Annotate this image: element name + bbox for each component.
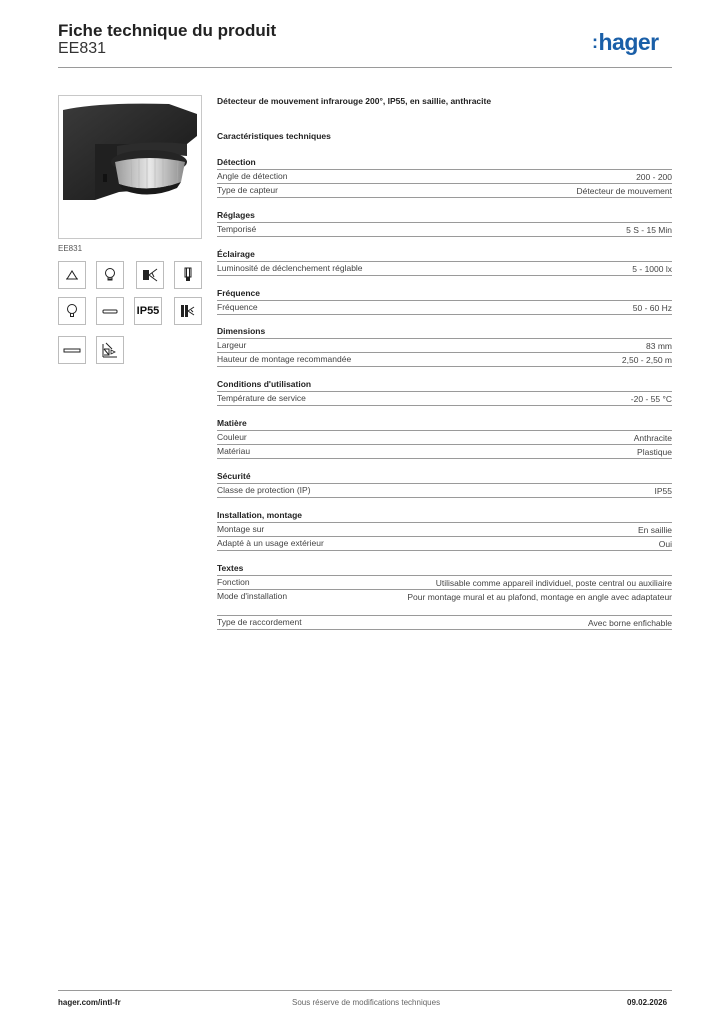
- section-title: Réglages: [217, 210, 255, 220]
- footer-disclaimer: Sous réserve de modifications techniques: [292, 998, 441, 1007]
- section-title: Dimensions: [217, 326, 266, 336]
- logo-dots-icon: :: [592, 32, 598, 52]
- row-divider: [217, 444, 672, 445]
- row-divider: [217, 483, 672, 484]
- section-title: Installation, montage: [217, 510, 303, 520]
- spec-label: Type de raccordement: [217, 617, 302, 627]
- row-divider: [217, 391, 672, 392]
- row-divider: [217, 300, 672, 301]
- spec-row: [217, 538, 672, 550]
- section-title: Textes: [217, 563, 244, 573]
- spec-label: Largeur: [217, 340, 247, 350]
- row-divider: [217, 338, 672, 339]
- spec-label: Couleur: [217, 432, 247, 442]
- photo-caption: EE831: [58, 244, 83, 253]
- spec-value: Détecteur de mouvement: [576, 186, 672, 196]
- row-divider: [217, 629, 672, 630]
- row-divider: [217, 458, 672, 459]
- spec-row: [217, 591, 672, 603]
- spec-row: [217, 524, 672, 536]
- spec-value: Plastique: [637, 447, 672, 457]
- ip55-icon: [134, 297, 162, 325]
- spec-label: Mode d'installation: [217, 591, 288, 601]
- tube-light-icon: [58, 336, 86, 364]
- footer-divider: [58, 990, 672, 991]
- spec-value: Anthracite: [633, 433, 672, 443]
- spec-row: [217, 302, 672, 314]
- spec-row: [217, 617, 672, 629]
- spec-label: Température de service: [217, 393, 306, 403]
- spec-value: Oui: [658, 539, 672, 549]
- brand-name: hager: [598, 29, 659, 55]
- ceiling-mount-icon: [58, 261, 86, 289]
- row-divider: [217, 589, 672, 590]
- footer-website-link[interactable]: hager.com/intl-fr: [58, 998, 121, 1007]
- spec-value: Pour montage mural et au plafond, montage en angle avec adaptateur: [407, 592, 672, 602]
- brand-logo: [592, 29, 659, 56]
- row-divider: [217, 275, 672, 276]
- row-divider: [217, 169, 672, 170]
- spec-row: [217, 224, 672, 236]
- spec-row: [217, 432, 672, 444]
- spec-row: [217, 340, 672, 352]
- spec-label: Luminosité de déclenchement réglable: [217, 263, 363, 273]
- spec-label: Hauteur de montage recommandée: [217, 354, 352, 364]
- row-divider: [217, 183, 672, 184]
- spec-value: 200 - 200: [636, 172, 672, 182]
- motion-detector-image: [59, 96, 201, 238]
- spec-row: [217, 185, 672, 197]
- wall-sensor-icon: [96, 336, 124, 364]
- row-divider: [217, 236, 672, 237]
- section-title: Conditions d'utilisation: [217, 379, 312, 389]
- row-divider: [217, 497, 672, 498]
- section-title: Sécurité: [217, 471, 251, 481]
- spec-value: 5 S - 15 Min: [626, 225, 672, 235]
- page-title: Fiche technique du produit: [58, 21, 277, 40]
- spec-label: Temporisé: [217, 224, 257, 234]
- spec-value: 5 - 1000 lx: [632, 264, 672, 274]
- section-title: Éclairage: [217, 249, 255, 259]
- spec-value: Avec borne enfichable: [588, 618, 672, 628]
- spec-label: Matériau: [217, 446, 251, 456]
- spec-value: -20 - 55 °C: [630, 394, 672, 404]
- row-divider: [217, 366, 672, 367]
- spec-label: Adapté à un usage extérieur: [217, 538, 324, 548]
- bulb-icon: [58, 297, 86, 325]
- bulb-icon: [174, 261, 202, 289]
- row-divider: [217, 197, 672, 198]
- row-divider: [217, 522, 672, 523]
- row-divider: [217, 352, 672, 353]
- tube-light-icon: [96, 297, 124, 325]
- spec-value: 2,50 - 2,50 m: [621, 355, 672, 365]
- spec-label: Classe de protection (IP): [217, 485, 311, 495]
- spec-row: [217, 577, 672, 589]
- row-divider: [217, 575, 672, 576]
- row-divider: [217, 615, 672, 616]
- footer-date: 09.02.2026: [627, 998, 668, 1007]
- spec-row: [217, 485, 672, 497]
- spec-label: Fonction: [217, 577, 250, 587]
- row-divider: [217, 222, 672, 223]
- spec-row: [217, 171, 672, 183]
- spec-label: Fréquence: [217, 302, 258, 312]
- spec-value: Utilisable comme appareil individuel, poste central ou auxiliaire: [435, 578, 672, 588]
- header-divider: [58, 67, 672, 68]
- spec-label: Montage sur: [217, 524, 265, 534]
- row-divider: [217, 536, 672, 537]
- row-divider: [217, 314, 672, 315]
- spec-label: Type de capteur: [217, 185, 278, 195]
- spec-row: [217, 263, 672, 275]
- lamp-icon: [96, 261, 124, 289]
- spec-row: [217, 446, 672, 458]
- spec-label: Angle de détection: [217, 171, 288, 181]
- spec-value: En saillie: [637, 525, 672, 535]
- spec-row: [217, 393, 672, 405]
- product-description: Détecteur de mouvement infrarouge 200°, IP55, en saillie, anthracite: [217, 96, 492, 106]
- spec-value: 83 mm: [646, 341, 672, 351]
- row-divider: [217, 550, 672, 551]
- section-title: Détection: [217, 157, 256, 167]
- row-divider: [217, 430, 672, 431]
- spec-row: [217, 354, 672, 366]
- specs-heading: Caractéristiques techniques: [217, 131, 331, 141]
- spec-value: 50 - 60 Hz: [632, 303, 672, 313]
- ip55-label: IP55: [136, 305, 160, 317]
- detection-zone-icon: [136, 261, 164, 289]
- product-photo: [58, 95, 202, 239]
- row-divider: [217, 405, 672, 406]
- row-divider: [217, 261, 672, 262]
- motion-sensor-icon: [174, 297, 202, 325]
- section-title: Fréquence: [217, 288, 260, 298]
- product-reference: EE831: [58, 40, 107, 57]
- section-title: Matière: [217, 418, 247, 428]
- spec-value: IP55: [654, 486, 672, 496]
